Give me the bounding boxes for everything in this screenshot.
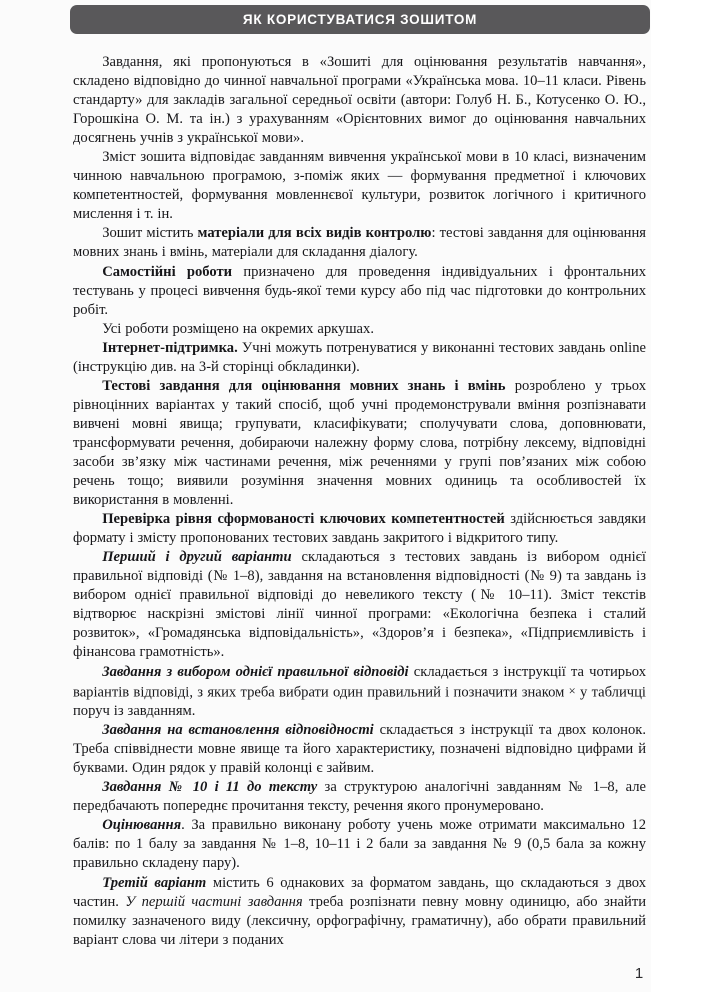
emphasis-independent-works: Самостійні роботи (102, 263, 233, 280)
paragraph-text: Усі роботи розміщено на окремих аркушах. (102, 320, 374, 337)
paragraph-rest: за структурою аналогічні завданням № 1–8, але передбачають попереднє прочитання тексту, речення якого пронумеровано. (73, 779, 646, 815)
paragraph-single-answer-task (73, 663, 646, 722)
paragraph-rest-a: містить 6 однакових за форматом завдань, що складаються з двох частин. (73, 874, 646, 910)
paragraph-rest: складаються з тестових завдань із вибором однієї правильної відповіді (№ 1–8), завдання на встановлення відповідності (№ 9) та завдань із вибором однієї правильної відповіді до невеликого тексту (№ 10–11). Зміст текстів відтворює наскрізні змістові лінії чинної програми: «Екологічна безпека і сталий розвиток», «Громадянська відповідальність», «Здоров’я і безпека», «Підприємливість і фінансова грамотність». (73, 549, 646, 661)
emphasis-variant-one-two: Перший і другий варіанти (102, 549, 292, 566)
paragraph-rest: складається з інструкції та двох колонок. Треба співвіднести мовне явище та його характеристику, позначені відповідно цифрами й буквами. Один рядок у правій колонці є зайвим. (73, 722, 646, 777)
body-text-column (73, 53, 646, 950)
paragraph-notebook-content (73, 148, 646, 224)
paragraph-rest-a: складається з інструкції та чотирьох варіантів відповіді, з яких треба вибрати один правильний і позначити знаком (73, 663, 646, 701)
paragraph-internet-support (73, 339, 646, 377)
paragraph-rest-b: треба розпізнати певну мовну одиницю, або знайти помилку зазначеного виду (лексичну, орфографічну, граматичну), або обрати правильний варіант слова чи літери з поданих (73, 893, 647, 948)
emphasis-first-part: У першій частині завдання (125, 893, 303, 910)
section-header-banner (70, 5, 650, 34)
paragraph-matching-task (73, 721, 646, 778)
emphasis-test-tasks: Тестові завдання для оцінювання мовних знань і вмінь (102, 377, 506, 394)
paragraph-rest-b: у табличці поруч із завданням. (73, 684, 646, 720)
paragraph-rest-a: Учні можуть потренуватися у виконанні тестових завдань (237, 339, 610, 356)
emphasis-competency-check: Перевірка рівня сформованості ключових компетентностей (102, 511, 505, 528)
emphasis-matching-task: Завдання на встановлення відповідності (102, 722, 374, 739)
paragraph-test-tasks (73, 377, 646, 510)
page-number: 1 (634, 965, 644, 982)
paragraph-lead: Зошит містить (102, 225, 198, 242)
paragraph-rest-b: (інструкцію див. на 3-й сторінці обкладинки). (73, 358, 360, 375)
paragraph-rest: . За правильно виконану роботу учень може отримати максимально 12 балів: по 1 балу за завдання № 1–8, 10–11 і 2 бали за завдання № 9 (0,5 бала за кожну правильно складену пару). (73, 817, 646, 872)
paragraph-rest: розроблено у трьох рівноцінних варіантах у такий спосіб, щоб учні продемонстрували вміння розпізнавати вивчені мовні явища; групувати, класифікувати; сполучувати слова, доповнювати, трансформувати речення, добираючи належну форму слова, потрібну лексему, відповідні засоби зв’язку між частинами речення, між реченнями у групі пов’язаних між собою речень тощо; виявили розуміння значення мовних одиниць та особливостей їх використання в мовленні. (73, 377, 646, 509)
latin-word-online: online (609, 339, 646, 356)
section-title: ЯК КОРИСТУВАТИСЯ ЗОШИТОМ (242, 12, 478, 27)
paragraph-separate-sheets (73, 320, 646, 339)
emphasis-control-materials: матеріали для всіх видів контролю (197, 225, 432, 242)
emphasis-variant-three: Третій варіант (102, 874, 207, 891)
paragraph-variant-one-two (73, 548, 646, 662)
paragraph-rest: здійснюється завдяки формату і змісту пропонованих тестових завдань закритого і відкритого типу. (73, 511, 646, 547)
multiplication-sign-icon: × (568, 683, 576, 698)
emphasis-grading: Оцінювання (102, 817, 182, 834)
paragraph-control-materials (73, 224, 646, 262)
paragraph-tasks-10-11 (73, 778, 646, 816)
paragraph-grading (73, 816, 646, 873)
paragraph-intro-program (73, 53, 646, 148)
paragraph-independent-works (73, 263, 646, 320)
paragraph-rest: : тестові завдання для оцінювання мовних знань і вмінь, матеріали для складання діалогу. (73, 225, 646, 261)
paragraph-rest: призначено для проведення індивідуальних і фронтальних тестувань у процесі вивчення будь-якої теми курсу або під час підготовки до контрольних робіт. (73, 263, 646, 318)
emphasis-internet-support: Інтернет-підтримка. (102, 339, 238, 356)
emphasis-tasks-10-11: Завдання № 10 і 11 до тексту (102, 779, 318, 796)
paragraph-text: Зміст зошита відповідає завданням вивчення української мови в 10 класі, визначеним чинною навчальною програмою, з-поміж яких — формування предметної і ключових компетентностей, формування мовленнєвої культури, розвиток логічного і критичного мислення і т. ін. (73, 149, 646, 223)
paragraph-competency-check (73, 510, 646, 548)
emphasis-single-answer-task: Завдання з вибором однієї правильної відповіді (102, 663, 409, 680)
paragraph-text: Завдання, які пропонуються в «Зошиті для оцінювання результатів навчання», складено відповідно до чинної навчальної програми «Українська мова. 10–11 класи. Рівень стандарту» для закладів загальної середньої освіти (автори: Голуб Н. Б., Котусенко О. Ю., Горошкіна О. М. та ін.) з урахуванням «Орієнтовних вимог до оцінювання навчальних досягнень учнів з української мови». (73, 54, 646, 147)
paragraph-variant-three (73, 874, 646, 950)
